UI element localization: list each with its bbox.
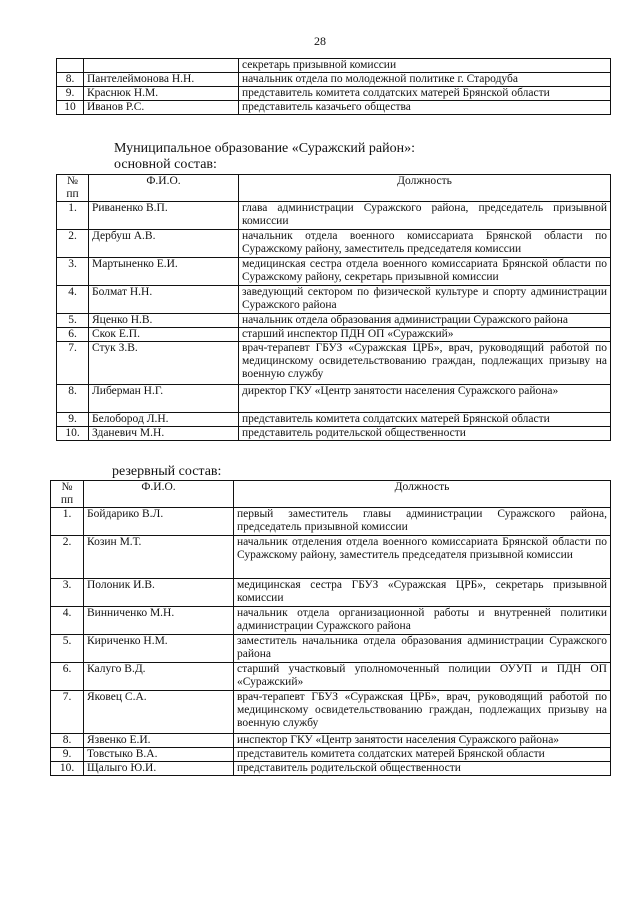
table-row [57,328,611,342]
table-row [57,59,611,73]
person-position: медицинская сестра отдела военного комиссариата Брянской области по Суражскому району, секретарь призывной комиссии [239,258,611,286]
person-name: Риваненко В.П. [89,202,239,230]
person-name: Пантелеймонова Н.Н. [84,73,239,87]
table-row [57,101,611,115]
table-row [51,762,611,776]
person-position: представитель комитета солдатских матерей Брянской области [239,87,611,101]
person-name: Яковец С.А. [84,691,234,734]
table-row [51,536,611,579]
person-position: начальник отдела по молодежной политике г. Стародуба [239,73,611,87]
person-position: представитель казачьего общества [239,101,611,115]
table-row [51,691,611,734]
table-row [51,508,611,536]
table-row [57,286,611,314]
row-number: 2. [51,536,84,579]
table-row [57,258,611,286]
row-number: 5. [57,314,89,328]
row-number: 10. [57,427,89,441]
row-number: 8. [51,734,84,748]
table-row [57,413,611,427]
person-position: начальник отделения отдела военного комиссариата Брянской области по Суражскому району, заместитель председателя призывной комиссии [234,536,611,579]
person-name: Стук З.В. [89,342,239,385]
row-number: 10. [51,762,84,776]
person-position: директор ГКУ «Центр занятости населения Суражского района» [239,385,611,413]
row-number: 7. [51,691,84,734]
person-position: представитель комитета солдатских матерей Брянской области [234,748,611,762]
row-number: 1. [57,202,89,230]
person-position: представитель родительской общественности [234,762,611,776]
person-position: начальник отдела образования администрации Суражского района [239,314,611,328]
person-name: Яценко Н.В. [89,314,239,328]
table-header-row [51,481,611,508]
person-name [84,59,239,73]
person-name: Козин М.Т. [84,536,234,579]
row-number: 1. [51,508,84,536]
page-number: 28 [314,34,326,48]
person-name: Либерман Н.Г. [89,385,239,413]
table-row [57,385,611,413]
row-number: 8. [57,385,89,413]
person-position: врач-терапевт ГБУЗ «Суражская ЦРБ», врач, руководящий работой по медицинскому освидетельствованию граждан, подлежащих призыву на военную службу [239,342,611,385]
table-row [51,748,611,762]
person-position: заместитель начальника отдела образования администрации Суражского района [234,635,611,663]
person-position: старший участковый уполномоченный полиции ОУУП и ПДН ОП «Суражский» [234,663,611,691]
person-name: Краснюк Н.М. [84,87,239,101]
header-name: Ф.И.О. [89,175,239,202]
row-number: 9. [57,413,89,427]
person-name: Полоник И.В. [84,579,234,607]
person-name: Калуго В.Д. [84,663,234,691]
person-position: старший инспектор ПДН ОП «Суражский» [239,328,611,342]
person-name: Щалыго Ю.И. [84,762,234,776]
person-position: первый заместитель главы администрации Суражского района, председатель призывной комиссии [234,508,611,536]
table-row [57,230,611,258]
row-number: 3. [51,579,84,607]
top-table [56,58,611,115]
table-row [57,73,611,87]
row-number: 9. [57,87,84,101]
person-name: Язвенко Е.И. [84,734,234,748]
table-row [57,314,611,328]
row-number: 6. [51,663,84,691]
row-number: 5. [51,635,84,663]
row-number: 7. [57,342,89,385]
table-row [57,87,611,101]
person-position: начальник отдела военного комиссариата Брянской области по Суражскому району, заместитель председателя комиссии [239,230,611,258]
person-name: Болмат Н.Н. [89,286,239,314]
row-number: 6. [57,328,89,342]
row-number: 10 [57,101,84,115]
reserve-composition-label: резервный состав: [112,464,222,479]
person-name: Иванов Р.С. [84,101,239,115]
header-num: № пп [57,175,89,202]
main-composition-label: основной состав: [114,157,217,172]
table-row [51,734,611,748]
table-row [51,663,611,691]
table-row [57,342,611,385]
row-number: 4. [57,286,89,314]
table-row [51,607,611,635]
person-name: Скок Е.П. [89,328,239,342]
person-position: секретарь призывной комиссии [239,59,611,73]
row-number: 2. [57,230,89,258]
person-position: представитель родительской общественности [239,427,611,441]
main-composition-table [56,174,611,441]
header-num: № пп [51,481,84,508]
person-name: Винниченко М.Н. [84,607,234,635]
row-number: 3. [57,258,89,286]
row-number: 9. [51,748,84,762]
table-row [51,579,611,607]
reserve-composition-table [50,480,611,776]
table-row [51,635,611,663]
person-position: представитель комитета солдатских матерей Брянской области [239,413,611,427]
table-header-row [57,175,611,202]
person-name: Белобород Л.Н. [89,413,239,427]
person-name: Мартыненко Е.И. [89,258,239,286]
row-number: 4. [51,607,84,635]
person-position: медицинская сестра ГБУЗ «Суражская ЦРБ», секретарь призывной комиссии [234,579,611,607]
person-name: Бойдарико В.Л. [84,508,234,536]
row-number: 8. [57,73,84,87]
person-name: Кириченко Н.М. [84,635,234,663]
header-name: Ф.И.О. [84,481,234,508]
person-position: инспектор ГКУ «Центр занятости населения Суражского района» [234,734,611,748]
person-position: заведующий сектором по физической культуре и спорту администрации Суражского района [239,286,611,314]
person-position: начальник отдела организационной работы и внутренней политики администрации Суражского района [234,607,611,635]
person-position: глава администрации Суражского района, председатель призывной комиссии [239,202,611,230]
row-number [57,59,84,73]
section-title: Муниципальное образование «Суражский район»: [114,141,415,156]
person-position: врач-терапевт ГБУЗ «Суражская ЦРБ», врач, руководящий работой по медицинскому освидетельствованию граждан, подлежащих призыву на военную службу [234,691,611,734]
person-name: Зданевич М.Н. [89,427,239,441]
person-name: Товстыко В.А. [84,748,234,762]
table-row [57,427,611,441]
header-position: Должность [234,481,611,508]
person-name: Дербуш А.В. [89,230,239,258]
header-position: Должность [239,175,611,202]
table-row [57,202,611,230]
